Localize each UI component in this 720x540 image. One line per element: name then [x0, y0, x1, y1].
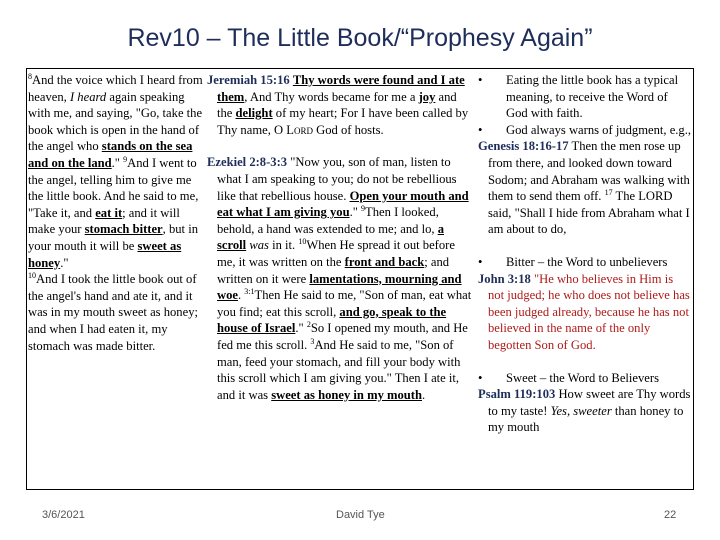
- slide-number: 22: [664, 509, 677, 521]
- bullet-item: [478, 254, 692, 271]
- emphasis-text: and go, speak to the house of Israel: [217, 304, 447, 336]
- slide-title: Rev10 – The Little Book/“Prophesy Again”: [127, 24, 593, 52]
- john-passage: [478, 271, 692, 354]
- bullet-text: Sweet – the Word to Believers: [506, 370, 659, 385]
- spacer: [478, 238, 692, 254]
- scripture-reference: Ezekiel 2:8-3:3: [207, 155, 288, 170]
- passage-text: .": [349, 205, 362, 220]
- italic-text: was: [249, 238, 269, 253]
- bullet-icon: •: [478, 73, 483, 87]
- passage-text: .": [295, 321, 307, 336]
- passage-text: "Now you, son of man, listen to what I am speaking to you; do not be rebellious like that rebellious house.: [217, 155, 457, 203]
- passage-text: , And Thy words became for me a: [244, 89, 419, 104]
- italic-text: Yes, sweeter: [550, 403, 612, 418]
- passage-text: So I opened my mouth, and He fed me this scroll.: [217, 321, 468, 352]
- passage-text: of my heart; For I have been called by Thy name, O: [217, 106, 469, 137]
- bullet-icon: •: [478, 122, 483, 137]
- verse-number: 9: [123, 154, 128, 164]
- verse-text: And the voice which I heard from heaven,: [28, 73, 203, 104]
- passage-text: Then I looked, behold, a hand was extended to me; and lo,: [217, 205, 439, 236]
- verse-number: 3:1: [244, 286, 255, 296]
- verse-number: 10: [28, 270, 36, 280]
- verse-text: , but in your mouth it will be: [28, 222, 198, 253]
- passage-text: Then the men rose up from there, and looked down toward Sodom; and Abraham was walking with them to send them off.: [488, 139, 690, 204]
- passage-text: The LORD said, "Shall I hide from Abraham what I am about to do,: [488, 189, 690, 237]
- verse-text: .": [60, 255, 69, 270]
- footer-author: David Tye: [336, 509, 385, 521]
- passage-text: God of hosts.: [312, 122, 384, 137]
- revelation-text-column: [28, 72, 203, 354]
- emphasis-text: lamentations, mourning and woe: [217, 271, 462, 303]
- genesis-passage: [478, 138, 692, 238]
- red-letter-text: "He who believes in Him is not judged; he who does not believe has been judged already, because he has not believed in the name of the only begotten Son of God.: [488, 271, 690, 352]
- passage-text: When He spread it out before me, it was written on the: [217, 238, 455, 269]
- emphasis-text: stands on the sea and on the land: [28, 139, 193, 170]
- commentary-column: [478, 72, 692, 436]
- verse-text: And I went to the angel, telling him to give me the little book. And he said to me, "Take it, and: [28, 155, 199, 220]
- bullet-item: [478, 72, 692, 122]
- bullet-text: Bitter – the Word to unbelievers: [506, 254, 668, 269]
- verse-number: 2: [306, 320, 311, 330]
- passage-text: How sweet are Thy words to my taste!: [488, 387, 691, 418]
- emphasis-text: Open your mouth and eat what I am giving you: [217, 188, 469, 220]
- verse-text: .": [111, 155, 124, 170]
- verse-number: 17: [604, 187, 613, 197]
- emphasis-text: sweet as honey: [28, 238, 182, 270]
- emphasis-text: stomach bitter: [84, 222, 163, 237]
- footer-date: 3/6/2021: [42, 509, 85, 521]
- jeremiah-passage: [207, 72, 475, 138]
- bullet-icon: •: [478, 370, 483, 385]
- passage-text: And He said to me, "Son of man, feed your stomach, and fill your body with this scroll which I am giving you." Then I ate it, and it was: [217, 337, 461, 402]
- scripture-reference: Psalm 119:103: [478, 387, 556, 402]
- scripture-reference: John 3:18: [478, 271, 531, 286]
- verse-number: 9: [361, 203, 366, 213]
- bullet-item: [478, 370, 692, 387]
- passage-text: ; and written on it were: [217, 254, 450, 286]
- passage-text: and the: [217, 89, 457, 121]
- psalm-passage: [478, 386, 692, 436]
- cross-reference-column: [207, 72, 475, 403]
- verse-number: 8: [28, 71, 32, 81]
- verse-text: And I took the little book out of the angel's hand and ate it, and it was in my mouth sweet as honey; and when I had eaten it, my stomach was made bitter.: [28, 272, 198, 353]
- scripture-reference: Genesis 18:16-17: [478, 139, 569, 154]
- passage-text: .: [422, 387, 426, 402]
- passage-text: in it.: [268, 238, 299, 253]
- emphasis-text: Thy words were found and I ate them: [217, 73, 465, 104]
- passage-text: Then He said to me, "Son of man, eat what you find; eat this scroll,: [217, 288, 472, 319]
- spacer: [478, 354, 692, 370]
- verse-text: again speaking with me, and saying, "Go, take the book which is open in the hand of the angel who: [28, 89, 203, 154]
- verse-number: 3: [310, 336, 315, 346]
- verse-number: 10: [298, 237, 307, 247]
- ezekiel-passage: [207, 154, 475, 403]
- spacer: [207, 138, 475, 154]
- bullet-text: God always warns of judgment, e.g.,: [506, 122, 692, 137]
- passage-text: .: [237, 288, 245, 303]
- bullet-item: [478, 122, 692, 139]
- lord-small-caps: Lord: [286, 122, 313, 137]
- emphasis-text: sweet as honey in my mouth: [271, 387, 422, 402]
- emphasis-text: front and back: [344, 254, 425, 269]
- verse-text-italic: I heard: [69, 89, 107, 104]
- scripture-reference: Jeremiah 15:16: [207, 73, 290, 87]
- emphasis-text: a scroll: [217, 221, 444, 253]
- emphasis-text: joy: [418, 89, 436, 104]
- bullet-icon: •: [478, 254, 483, 269]
- passage-text: than honey to my mouth: [488, 403, 684, 435]
- bullet-text: Eating the little book has a typical meaning, to receive the Word of God with faith.: [506, 73, 679, 121]
- verse-text: ; and it will make your: [28, 205, 180, 237]
- emphasis-text: delight: [235, 106, 273, 121]
- emphasis-text: eat it: [95, 205, 123, 220]
